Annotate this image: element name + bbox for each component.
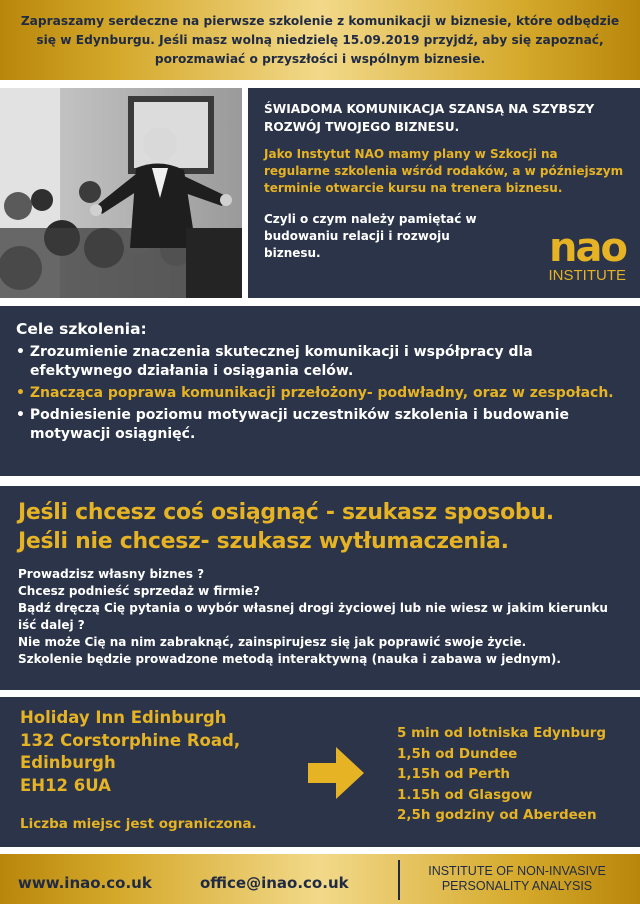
distance-line: 2,5h godziny od Aberdeen (397, 807, 597, 823)
goal-item: • Znacząca poprawa komunikacji przełożony- podwładny, oraz w zespołach. (16, 385, 614, 401)
travel-distances (397, 723, 606, 826)
hero-photo (0, 88, 242, 298)
website-link[interactable]: www.inao.co.uk (18, 874, 152, 892)
goals-title: Cele szkolenia: (16, 320, 147, 338)
body-line: Bądź dręczą Cię pytania o wybór własnej drogi życiowej lub nie wiesz w jakim kierunku iść dalej ? (18, 601, 608, 632)
motto-line: Jeśli nie chcesz- szukasz wytłumaczenia. (18, 529, 509, 554)
nao-logo (516, 225, 626, 284)
hero-heading: ŚWIADOMA KOMUNIKACJA SZANSĄ NA SZYBSZY ROZWÓJ TWOJEGO BIZNESU. (264, 102, 595, 134)
venue-address (20, 707, 240, 797)
arrow-right-icon (306, 745, 366, 801)
location-section (0, 697, 640, 847)
distance-line: 1.15h od Glasgow (397, 786, 533, 803)
goal-item: • Zrozumienie znaczenia skutecznej komunikacji i współpracy dla efektywnego działania i osiągania celów. (16, 344, 533, 379)
org-line: PERSONALITY ANALYSIS (441, 879, 593, 893)
distance-line: 1,5h od Dundee (397, 745, 518, 762)
venue-line: Holiday Inn Edinburgh (20, 708, 227, 727)
seats-note: Liczba miejsc jest ograniczona. (20, 816, 257, 832)
distance-line: 5 min od lotniska Edynburg (397, 725, 607, 741)
venue-line: Edinburgh (20, 753, 116, 772)
body-line: Nie może Cię na nim zabraknąć, zainspirujesz się jak poprawić swoje życie. (18, 635, 527, 649)
motto-line: Jeśli chcesz coś osiągnąć - szukasz sposobu. (18, 500, 554, 525)
speaker-photo-image (0, 88, 242, 298)
logo-mark: nao (549, 225, 626, 271)
body-line: Chcesz podnieść sprzedaż w firmie? (18, 584, 260, 598)
motivation-section (0, 486, 640, 690)
footer (0, 854, 640, 904)
venue-line: EH12 6UA (20, 775, 111, 795)
body-line: Prowadzisz własny biznes ? (18, 567, 205, 581)
logo-subtitle: INSTITUTE (548, 267, 626, 284)
body-line: Szkolenie będzie prowadzone metodą interaktywną (nauka i zabawa w jednym). (18, 652, 561, 666)
goal-item: • Podniesienie poziomu motywacji uczestników szkolenia i budowanie motywacji osiągnięć. (16, 407, 569, 442)
organization-name (404, 864, 630, 894)
hero-question-text: Czyli o czym należy pamiętać w budowaniu relacji i rozwoju biznesu. (264, 212, 477, 260)
distance-line: 1,15h od Perth (397, 766, 511, 782)
top-banner (0, 0, 640, 80)
org-line: INSTITUTE OF NON-INVASIVE (428, 864, 606, 878)
hero-panel (248, 88, 640, 298)
motivation-body (18, 566, 622, 668)
email-link[interactable]: office@inao.co.uk (200, 874, 349, 892)
hero-intro-text: Jako Instytut NAO mamy plany w Szkocji na regularne szkolenia wśród rodaków, a w późniejszym terminie otwarcie kursu na trenera biznesu. (264, 147, 624, 195)
invitation-text: Zapraszamy serdeczne na pierwsze szkolenie z komunikacji w biznesie, które odbędzie się w Edynburgu. Jeśli masz wolną niedzielę 15.09.2019 przyjdź, aby się zapoznać, porozmawiać o przyszłości i wspólnym biznesie. (20, 13, 620, 66)
venue-line: 132 Corstorphine Road, (20, 730, 241, 750)
footer-divider (398, 860, 400, 900)
goals-section (0, 306, 640, 476)
